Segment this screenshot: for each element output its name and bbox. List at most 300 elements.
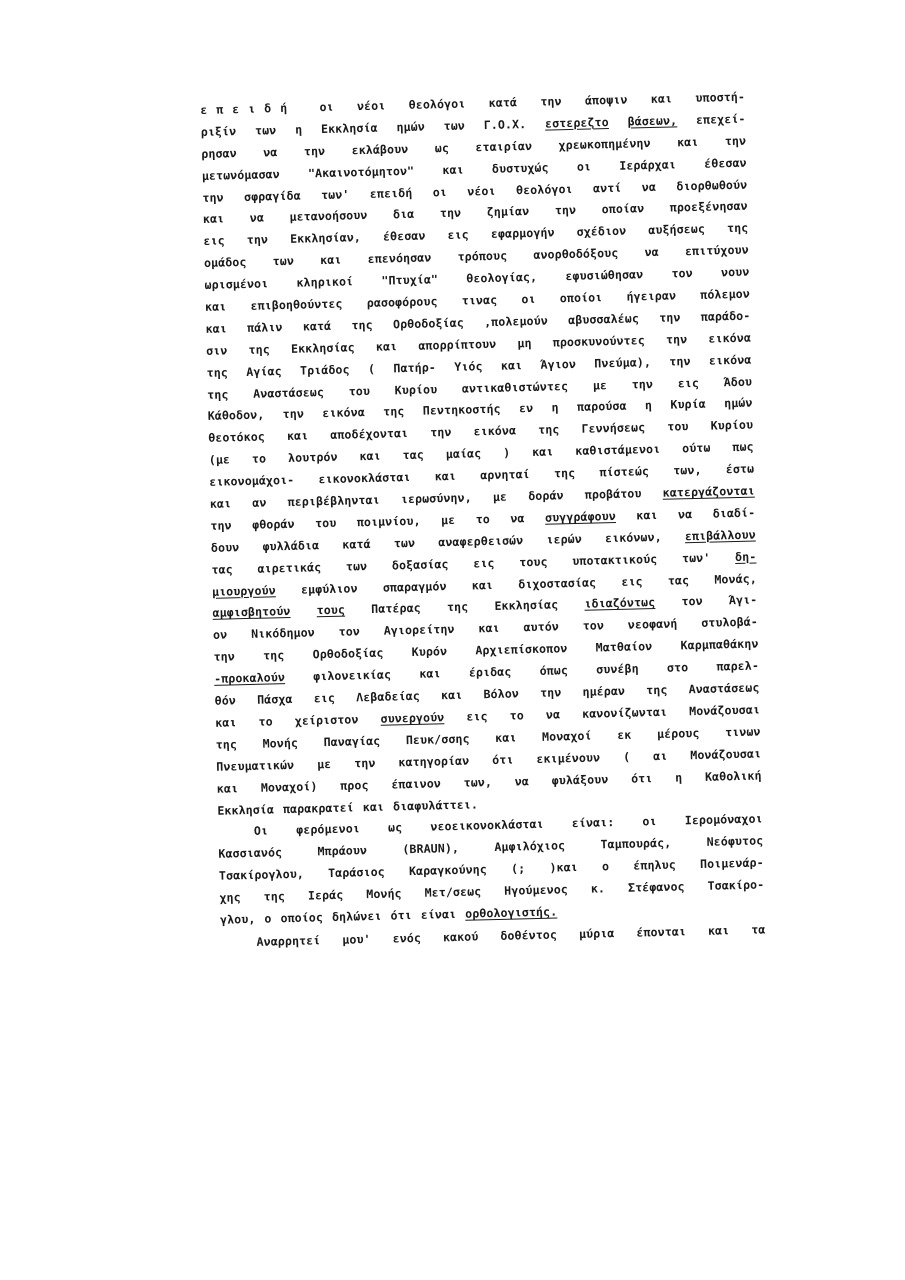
word: τον [338,624,361,640]
word: ήγειραν [626,288,677,304]
word: την [659,310,681,325]
word: εμφύλιον [300,580,358,597]
word: αιρετικάς [257,559,322,576]
word: πίστεώς [599,464,650,480]
word: θόν [214,693,237,708]
word: Ταράσιος [327,864,385,881]
underlined-word: συγγράφουν [544,508,617,525]
word: Πατέρας [371,601,421,617]
word: στο [666,660,689,675]
word: οποίος [280,910,324,926]
word: Κυρία [670,397,706,413]
word: την [202,190,224,205]
word: άποψιν [584,92,628,108]
word: δοξασίας [391,556,449,573]
word: της [537,422,560,438]
word: εικονομάχοι- [209,472,295,490]
word: των [254,123,277,138]
word: ως [387,820,403,836]
word: τον [681,594,703,609]
word: τινας [461,292,498,308]
word: των [393,535,416,551]
word: εφαρμογήν [490,225,555,242]
word: Ιερομόναχοι [684,811,763,828]
word: τους [519,554,548,570]
word: συνέβη [596,661,639,677]
word: Κάθοδον, [207,407,265,424]
word: και [202,211,225,227]
typewritten-text-body [200,87,766,949]
word: η [674,770,683,785]
word: και [286,428,309,444]
word: στυλοβά- [701,614,759,631]
word: της [215,737,238,752]
word: επιτύχουν [684,242,749,259]
word: εις [313,690,336,706]
word: Τριάδος [299,362,350,378]
word: και [442,162,464,177]
word: κατά [302,318,332,334]
word: Νεόφυτος [706,833,764,850]
word: τας [402,447,425,463]
word: ποιμνίου, [356,513,421,530]
word: θεολογίας, [466,269,538,286]
word: Μονής [262,735,299,751]
word: των [345,558,368,574]
word: οι [642,814,657,829]
word: κ. [590,881,606,896]
word: Πατήρ- [393,360,437,376]
word: ότι [390,908,412,923]
word: και [362,799,385,814]
word: ον [212,627,228,643]
underlined-word: βάσεων, [627,113,678,129]
word: Πνευματικών [216,757,295,774]
word: εικόνα [322,405,365,421]
word: μύρια [578,925,615,941]
word: οι [319,99,334,115]
word: την [669,353,691,369]
word: εις [447,227,469,243]
word: την [539,685,562,700]
word: ) [502,445,511,460]
word: Αναρρητεί [256,933,321,949]
word: υποστή- [695,89,746,105]
word: οι [576,159,592,174]
word: Γεννήσεως [581,420,646,437]
word: της [646,682,668,698]
word: εικόνων, [604,529,662,546]
word: οι [432,184,448,199]
word: Νικόδημον [250,625,315,642]
word: και [209,496,232,511]
word: μετωνόμασαν [201,166,280,183]
word: χης [219,890,241,905]
word: Ηγούμενος [504,882,569,898]
word: τον [582,618,605,634]
word: Εκκλησία [320,120,378,136]
word: και [495,730,517,745]
word: Κυρόν [411,644,448,660]
word: αντικαθιστώντες [461,378,569,396]
word: να [510,511,525,526]
word: Άδου [723,374,753,389]
word: και [419,666,441,681]
word: λουτρόν [287,449,338,466]
word: ότι [630,770,653,786]
word: την [210,518,232,533]
word: μέρους [656,725,700,741]
word: τρόπους [457,248,508,264]
word: αναφερθεισών [438,533,524,550]
word: την [213,649,236,665]
word: ρασοφόρους [366,294,438,310]
underlined-word: δη- [734,549,757,564]
underlined-word: κατεργάζονται [662,483,755,500]
word: Αμφιλόχιος [494,838,566,855]
word: Μονάζουσαι [688,702,761,719]
word: εφυσιώθησαν [565,267,644,284]
word: μαίας [445,446,482,462]
word: την [303,143,326,159]
word: διαφυλάττει. [392,796,479,813]
word: Πευκ/σσης [405,731,470,747]
word: σιν [205,343,228,358]
word: επειδή [200,100,297,117]
word: διχοστασίας [518,575,597,591]
word: προεξένησαν [669,199,748,216]
word: των, [673,462,702,478]
word: και [205,321,228,336]
word: Καθολική [704,768,762,784]
word: όπως [539,663,569,679]
word: Εκκλησίαν, [289,230,362,247]
word: εικόνα [708,352,752,368]
word: της [446,600,469,615]
word: γλου, [219,911,256,927]
word: έθεσαν [382,228,426,244]
word: αυτόν [523,619,560,635]
underlined-word: μιουργούν [211,582,276,599]
word: ( [622,749,631,764]
word: το [258,714,273,729]
word: ούτω [681,440,711,456]
word: με [492,489,508,504]
word: θεολόγοι [515,181,573,197]
word: Αγίας [246,363,282,379]
word: θεολόγοι [408,96,466,112]
word: έστω [725,461,755,477]
word: κληρικοί [296,274,354,290]
word: ιερωσύνην, [400,490,472,507]
word: φιλονεικίας [313,667,392,684]
word: παρούσα [576,399,627,415]
word: εικονοκλάσται [318,470,411,487]
word: την [665,331,688,347]
word: οι [521,291,536,307]
word: ρησαν [201,145,237,161]
word: σφραγίδα [243,188,301,204]
word: σχέδιον [576,223,627,240]
word: οποίαν [601,201,645,217]
word: Τσακίρο- [707,877,765,893]
word: Κασσιανός [218,845,283,862]
word: και [375,339,398,354]
word: ενός [392,930,422,946]
word: Λεβαδείας [355,688,421,705]
word: να [545,707,561,722]
word: κατηγορίαν [398,753,470,770]
word: δηλώνει [331,908,382,924]
word: το [251,451,267,467]
word: και [500,357,523,373]
word: νουν [720,264,750,280]
underlined-word: ιδιαζόντως [584,595,656,612]
word: σπαραγμόν [382,578,447,595]
word: φυλλάδια [262,538,320,554]
word: κατά [342,536,371,552]
word: ο [601,859,610,874]
word: Ματθαίον [595,639,653,655]
word: έπονται [636,924,687,940]
word: ημών [396,119,425,135]
underlined-word: εστερεζτο [544,114,609,131]
word: της [262,648,285,663]
word: πως [732,439,754,455]
word: κακού [442,929,479,945]
word: Μονής [366,886,402,902]
word: νέοι [356,98,386,114]
word: είναι: [571,815,615,831]
word: Παναγίας [323,733,381,749]
word: έπηλυς [633,857,676,873]
word: Υιός [454,358,483,374]
word: Μετ/σεως [424,884,482,900]
word: και [440,687,463,703]
word: κανονίζωνται [581,704,668,721]
word: και [478,621,500,636]
word: ( [367,361,376,376]
word: δυστυχώς [491,160,549,176]
word: Μπράουν [317,843,368,859]
word: να [641,179,657,194]
word: κατά [488,95,518,110]
underlined-word: συνεργούν [380,710,445,726]
word: παρελ- [716,658,760,674]
word: εκ [617,727,632,742]
word: και [359,448,381,464]
word: μη [517,335,532,351]
word: τον [671,266,693,281]
word: και [650,91,673,106]
word: οποίοι [559,290,603,306]
word: Ιεράρχαι [619,157,677,173]
word: Ορθοδοξίας [312,645,384,662]
word: Μονάζουσαι [690,746,762,762]
word: μετανοήσουν [289,208,368,225]
word: υποτακτικούς [572,551,658,568]
word: εις [677,375,700,390]
word: Αναστάσεως [688,680,760,697]
word: ημών [724,396,753,411]
word: με [440,512,456,528]
word: Μοναχοί [541,728,592,744]
word: προβάτου [584,486,642,502]
word: των' [681,550,711,566]
word: την [540,94,562,109]
word: έπαινον [391,775,442,792]
word: τας [667,572,690,588]
word: μου' [342,931,371,947]
word: ο [264,911,272,926]
word: την [724,133,747,148]
word: θεοτόκος [208,429,266,446]
word: Εκκλησίας [494,597,559,614]
word: χρεωκοπημένην [558,135,651,153]
word: Αγιορείτην [383,622,455,639]
word: και [216,780,239,796]
word: επειδή [369,185,413,201]
word: αποδέχονται [330,426,409,443]
word: πόλεμον [700,286,751,302]
word: προσκυνούντες [552,333,645,350]
word: εις [621,573,643,589]
word: η [294,122,303,137]
word: την [631,376,654,392]
word: Εκκλησίας [290,340,355,356]
word: αντί [592,180,622,195]
word: ομάδος [203,255,247,271]
word: δουν [210,539,240,555]
word: αρνηταί [480,467,530,483]
word: με [592,377,608,393]
word: είναι [420,906,457,922]
word: της [248,342,270,357]
word: νέοι [467,183,496,199]
word: της [263,889,286,904]
word: το [475,511,491,527]
word: έθεσαν [704,155,747,171]
word: απορρίπτουν [418,336,497,353]
underlined-word: αμφισβητούν [212,604,291,621]
word: ριξίν [200,124,237,139]
word: εικόνα [708,330,752,346]
word: των, [463,774,493,790]
word: και [636,507,658,523]
word: ως [434,140,450,156]
word: την [430,425,452,440]
word: ιερών [546,531,583,547]
underlined-word: επιβάλλουν [684,527,756,544]
word: της [207,386,229,402]
underlined-word: ορθολογιστής. [464,904,558,921]
word: Μονάς, [714,571,758,587]
word: εκιμένουν [536,750,601,766]
word: να [514,773,530,789]
word: διαδί- [712,505,756,521]
word: της [553,466,576,481]
word: την [354,755,376,771]
word: εν [518,401,534,416]
word: να [677,507,693,522]
word: Κυρίου [710,417,754,433]
word: των' [320,186,350,202]
word: Οι [253,823,269,839]
word: φυλάξουν [551,771,609,788]
word: Αναστάσεως [253,384,325,401]
word: με [316,756,332,772]
word: επενόησαν [367,250,432,267]
word: την [246,232,269,248]
word: του [348,383,371,399]
word: να [644,245,659,260]
word: Εκκλησία [217,801,275,818]
word: Βόλον [483,686,520,702]
word: του [314,515,337,531]
word: τα [751,922,766,937]
word: του [667,419,689,435]
word: Ποιμενάρ- [699,855,764,872]
word: εικόνα [473,423,517,439]
word: φερόμενοι [296,821,361,838]
word: τας [211,562,233,577]
word: (BRAUN), [402,841,460,857]
word: διορθωθούν [676,177,748,193]
word: την [282,407,305,422]
word: φθοράν [251,516,295,532]
word: τινων [724,724,761,740]
word: των [443,118,466,133]
word: ,πολεμούν [483,313,549,330]
word: δια [392,207,415,222]
word: ότι [492,752,514,767]
word: της [383,404,405,420]
word: Στέφανος [627,879,685,895]
word: και [707,923,730,938]
word: η [551,400,559,415]
word: χείριστον [294,712,359,728]
word: Αρχιεπίσκοπον [475,641,568,658]
word: και [471,577,494,593]
word: και [676,134,699,150]
word: Άγιον [540,356,577,372]
word: αυξήσεως [648,222,706,238]
word: Μοναχοί) [260,778,318,795]
word: επιβοηθούντες [250,296,343,313]
word: Ιεράς [307,887,344,903]
word: "Πτυχία" [381,272,439,288]
word: ανορθοδόξους [533,246,619,263]
word: (με [208,452,231,468]
word: και [215,715,237,730]
word: Ταμπουράς, [600,835,672,852]
word: δοράν [528,488,564,504]
word: ωρισμένοι [204,276,269,293]
word: πάλιν [246,319,283,335]
word: της [206,365,229,380]
word: Ορθοδοξίας [392,315,464,332]
word: Πεντηκοστής [422,402,501,419]
word: επεχεί- [695,111,746,127]
word: αβυσσαλέως [567,311,640,327]
word: και [531,444,554,460]
word: να [263,144,278,160]
word: αν [252,495,267,510]
word: ζημίαν [486,204,530,220]
word: ημέραν [582,683,626,699]
word: εκλάβουν [351,141,409,158]
word: το [509,708,525,723]
